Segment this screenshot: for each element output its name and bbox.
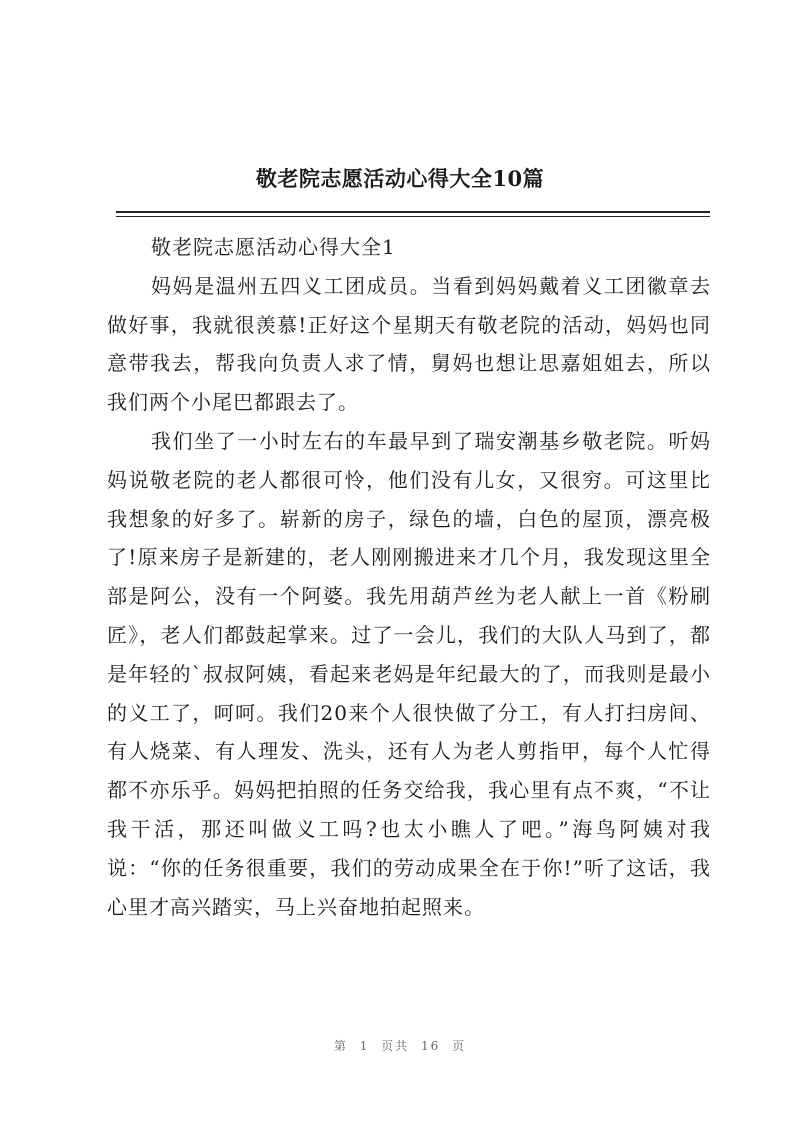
footer-middle: 页共 xyxy=(381,1039,410,1053)
paragraph: 我们坐了一小时左右的车最早到了瑞安潮基乡敬老院。听妈妈说敬老院的老人都很可怜，他们没有儿女，又很穷。可这里比我想象的好多了。崭新的房子，绿色的墙，白色的屋顶，漂亮极了!原来房子是新建的，老人刚刚搬进来才几个月，我发现这里全部是阿公，没有一个阿婆。我先用葫芦丝为老人献上一首《粉刷匠》，老人们都鼓起掌来。过了一会儿，我们的大队人马到了，都是年轻的`叔叔阿姨，看起来老妈是年纪最大的了，而我则是最小的义工了，呵呵。我们20来个人很快做了分工，有人打扫房间、有人烧菜、有人理发、洗头，还有人为老人剪指甲，每个人忙得都不亦乐乎。妈妈把拍照的任务交给我，我心里有点不爽，“不让我干活，那还叫做义工吗?也太小瞧人了吧。”海鸟阿姨对我说：“你的任务很重要，我们的劳动成果全在于你!”听了这话，我心里才高兴踏实，马上兴奋地拍起照来。 xyxy=(107,428,711,919)
title-divider xyxy=(116,211,710,213)
footer-prefix: 第 xyxy=(333,1039,348,1053)
title-divider-thin xyxy=(116,216,710,217)
paragraph: 妈妈是温州五四义工团成员。当看到妈妈戴着义工团徽章去做好事，我就很羡慕!正好这个星期天有敬老院的活动，妈妈也同意带我去，帮我向负责人求了情，舅妈也想让思嘉姐姐去，所以我们两个小尾巴都跟去了。 xyxy=(107,273,711,415)
footer-suffix: 页 xyxy=(452,1039,467,1053)
footer-page-number: 1 xyxy=(359,1039,370,1053)
section-heading: 敬老院志愿活动心得大全1 xyxy=(151,235,396,259)
page-footer xyxy=(0,1037,800,1054)
footer-total-pages: 16 xyxy=(421,1039,441,1053)
document-body xyxy=(107,228,711,926)
document-title: 敬老院志愿活动心得大全10篇 xyxy=(255,166,545,191)
